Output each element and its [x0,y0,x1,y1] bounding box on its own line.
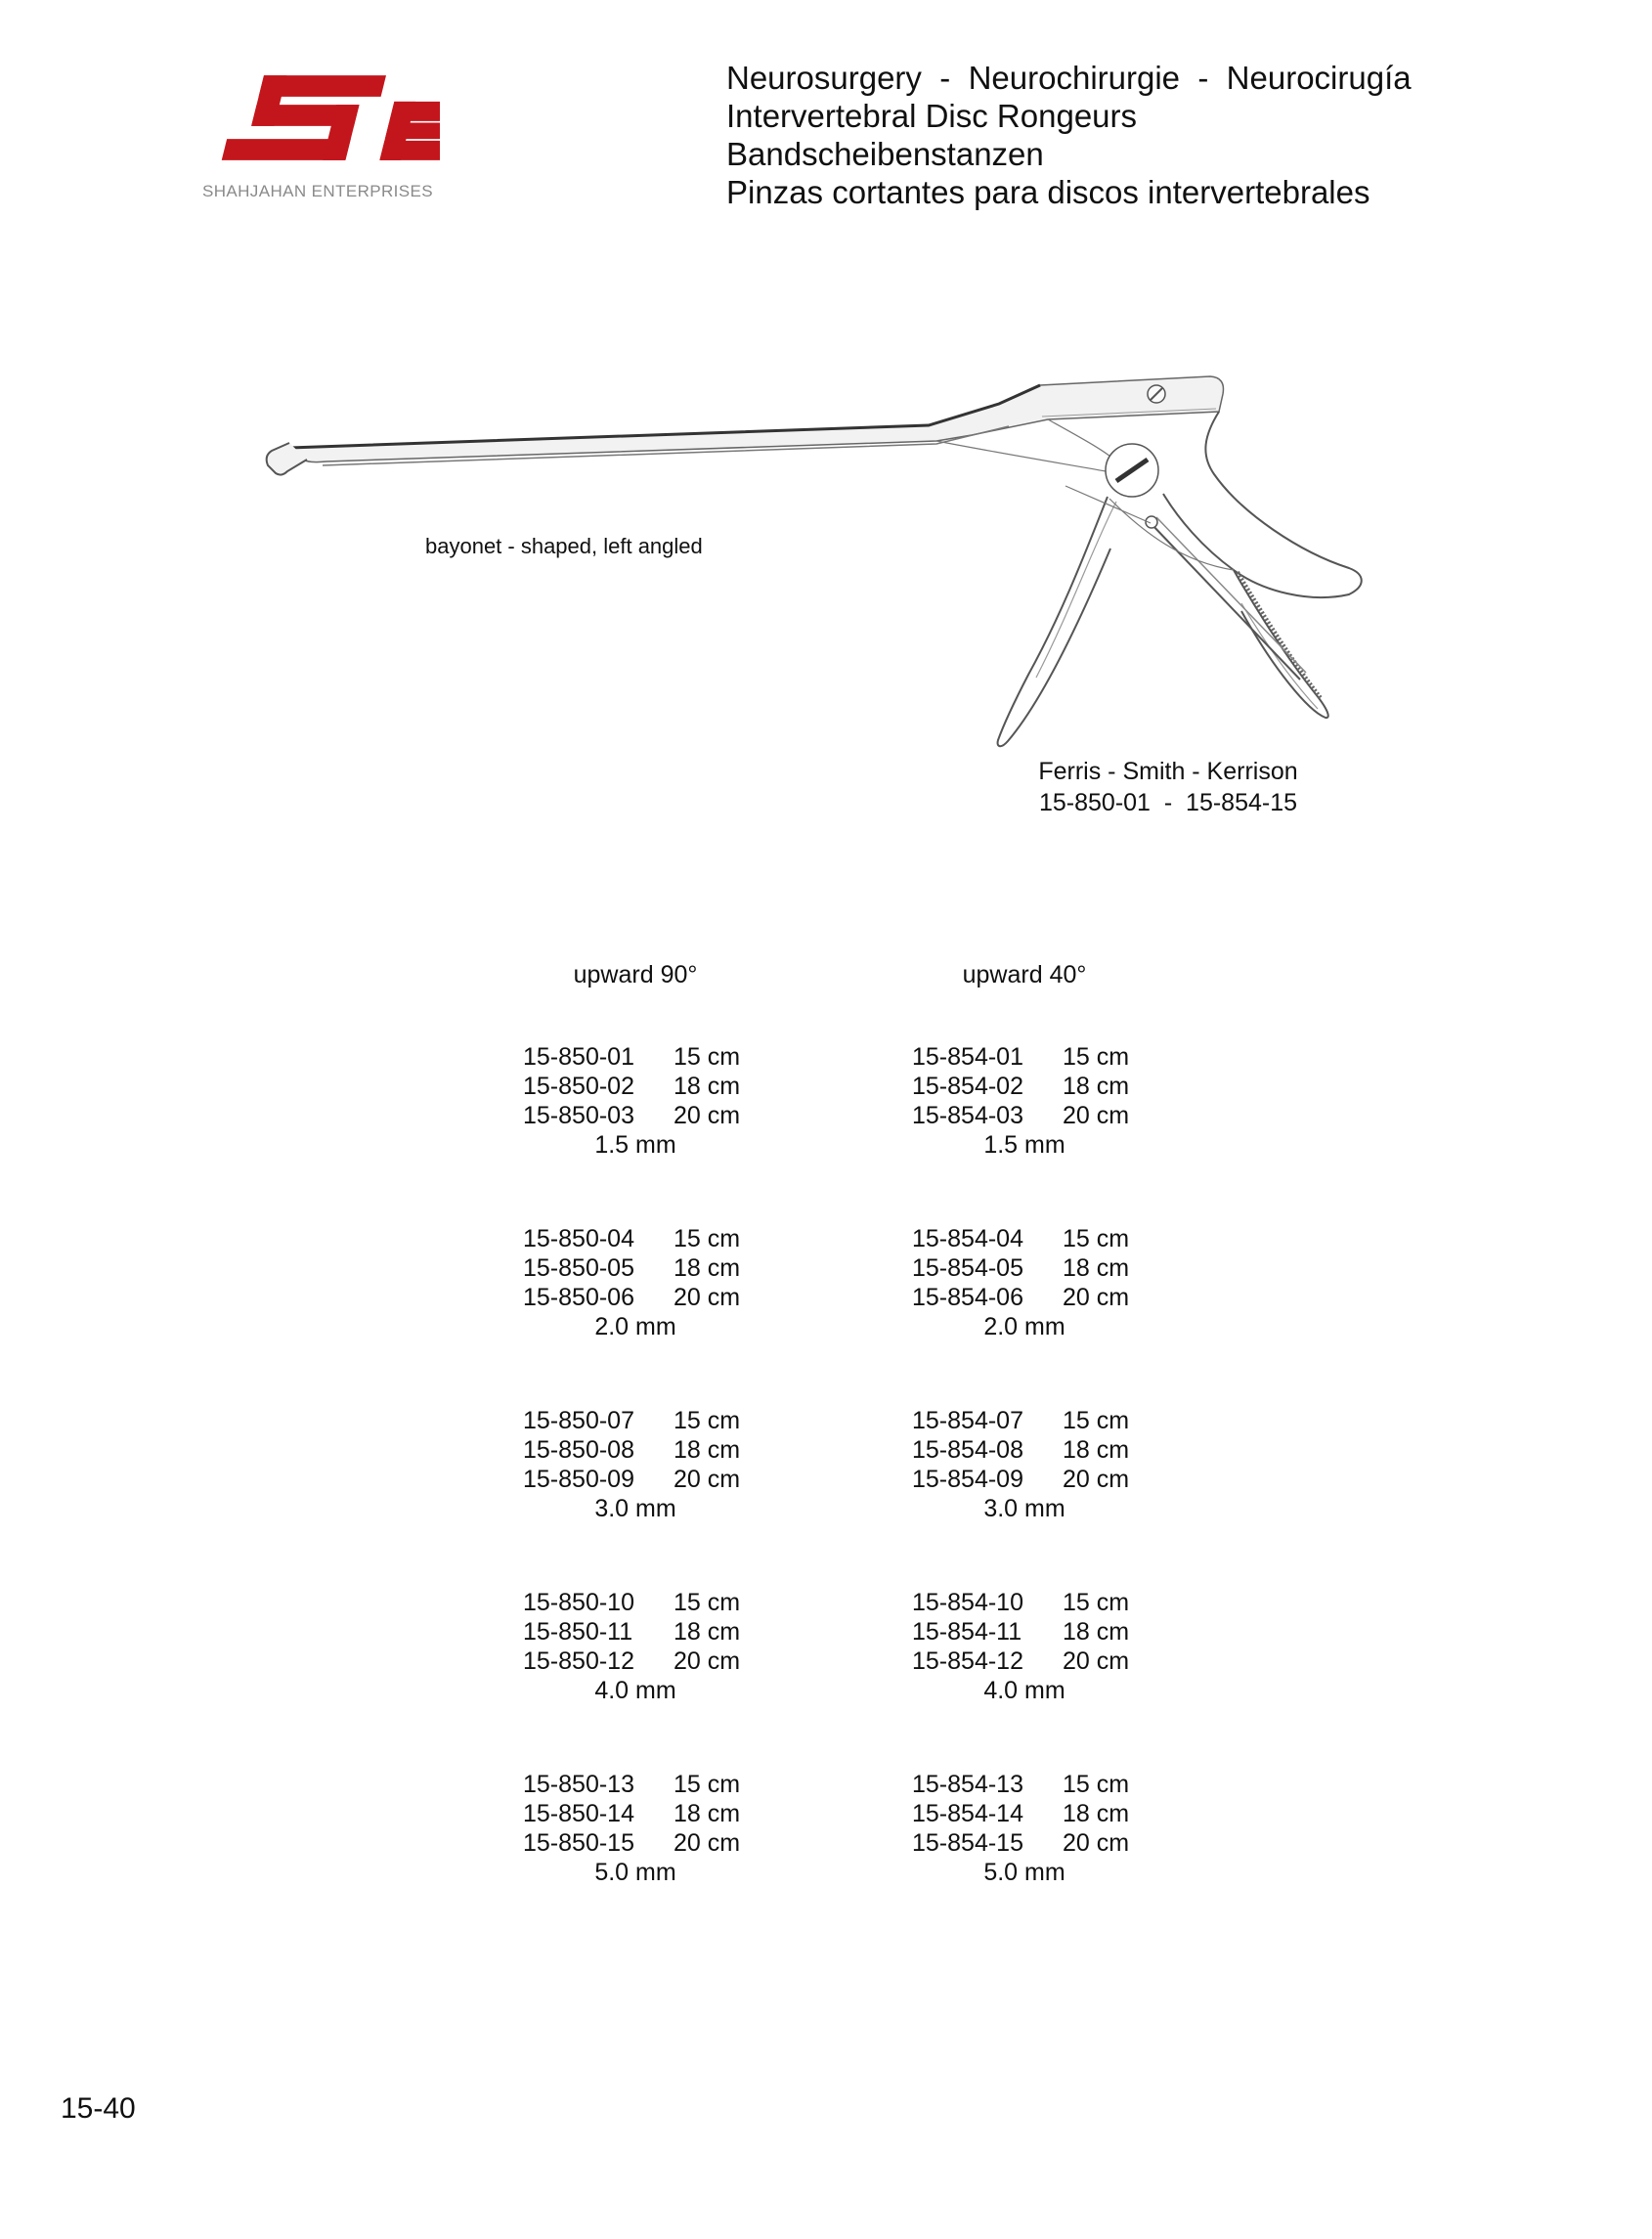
shaft-length: 18 cm [1063,1618,1130,1646]
product-row [523,1770,748,1799]
shaft-length: 15 cm [674,1043,741,1071]
shaft-length: 18 cm [674,1618,741,1646]
catalog-number: 15-854-12 [912,1647,1023,1675]
product-group [440,1224,831,1341]
bite-size: 2.0 mm [983,1313,1065,1340]
product-row [523,1406,748,1435]
product-group [829,1224,1220,1341]
product-row [523,1646,748,1676]
product-row [523,1617,748,1646]
shaft-length: 18 cm [1063,1254,1130,1282]
catalog-number: 15-850-13 [523,1771,634,1798]
shaft-length: 15 cm [674,1771,741,1798]
product-row [912,1465,1137,1494]
catalog-column-upward-90 [440,960,831,1952]
product-group [829,1588,1220,1705]
product-group [440,1770,831,1887]
bite-size: 3.0 mm [983,1495,1065,1522]
bite-size: 4.0 mm [983,1677,1065,1704]
shaft-length: 18 cm [674,1800,741,1827]
shaft-length: 20 cm [674,1647,741,1675]
product-row [912,1617,1137,1646]
shaft-length: 20 cm [1063,1284,1130,1311]
product-row [523,1799,748,1828]
shaft-length: 18 cm [674,1073,741,1100]
catalog-number: 15-850-05 [523,1254,634,1282]
figure-caption [973,756,1364,818]
product-row [912,1770,1137,1799]
product-row [523,1465,748,1494]
bite-size: 1.5 mm [983,1131,1065,1159]
catalog-number: 15-850-14 [523,1800,634,1827]
catalog-number: 15-854-05 [912,1254,1023,1282]
shaft-length: 15 cm [674,1407,741,1434]
catalog-number: 15-850-03 [523,1102,634,1129]
product-row [523,1072,748,1101]
catalog-number: 15-850-01 [523,1043,634,1071]
catalog-number: 15-850-12 [523,1647,634,1675]
product-group [829,1042,1220,1160]
shaft-length: 15 cm [1063,1407,1130,1434]
product-group [440,1588,831,1705]
shaft-length: 18 cm [1063,1436,1130,1464]
product-row [523,1828,748,1858]
shaft-length: 18 cm [674,1436,741,1464]
column-groups [440,1042,831,1887]
catalog-number: 15-854-06 [912,1284,1023,1311]
shaft-length: 20 cm [674,1466,741,1493]
catalog-number: 15-850-02 [523,1073,634,1100]
catalog-number: 15-854-04 [912,1225,1023,1252]
product-row [912,1646,1137,1676]
column-heading: upward 40° [962,961,1087,988]
shaft-length: 20 cm [1063,1647,1130,1675]
company-name: SHAHJAHAN ENTERPRISES [201,182,434,200]
page-header [726,59,1412,211]
shaft-length: 18 cm [674,1254,741,1282]
catalog-number: 15-854-02 [912,1073,1023,1100]
catalog-number: 15-854-09 [912,1466,1023,1493]
product-group [829,1406,1220,1523]
bite-size: 5.0 mm [594,1859,676,1886]
catalog-number: 15-854-11 [912,1618,1022,1646]
column-groups [829,1042,1220,1887]
catalog-number: 15-850-08 [523,1436,634,1464]
product-row [912,1799,1137,1828]
shaft-length: 20 cm [1063,1102,1130,1129]
shaft-length: 20 cm [674,1829,741,1857]
catalog-number: 15-850-04 [523,1225,634,1252]
product-row [523,1283,748,1312]
catalog-number: 15-854-13 [912,1771,1023,1798]
product-row [523,1224,748,1253]
product-row [912,1435,1137,1465]
header-line-category: Intervertebral Disc Rongeurs [726,98,1138,134]
shaft-length: 15 cm [1063,1043,1130,1071]
product-row [912,1253,1137,1283]
catalog-number: 15-850-07 [523,1407,634,1434]
product-group [440,1042,831,1160]
bite-size: 5.0 mm [983,1859,1065,1886]
product-row [912,1283,1137,1312]
catalog-number: 15-850-10 [523,1589,634,1616]
header-line-english: Neurosurgery - Neurochirurgie - Neurocirugía [726,60,1412,96]
pattern-name: Ferris - Smith - Kerrison [1038,758,1298,785]
shaft-length: 15 cm [1063,1589,1130,1616]
product-row [523,1435,748,1465]
product-row [523,1588,748,1617]
catalog-number: 15-854-15 [912,1829,1023,1857]
bite-size: 1.5 mm [594,1131,676,1159]
product-group [440,1406,831,1523]
catalog-number: 15-850-15 [523,1829,634,1857]
bite-size: 3.0 mm [594,1495,676,1522]
product-row [523,1253,748,1283]
catalog-number: 15-854-01 [912,1043,1023,1071]
shaft-length: 20 cm [1063,1466,1130,1493]
shaft-length: 20 cm [674,1102,741,1129]
catalog-number: 15-854-03 [912,1102,1023,1129]
catalog-number: 15-854-14 [912,1800,1023,1827]
bite-size: 4.0 mm [594,1677,676,1704]
catalog-number: 15-850-06 [523,1284,634,1311]
shaft-length: 15 cm [1063,1771,1130,1798]
product-row [912,1828,1137,1858]
shaft-style-caption: bayonet - shaped, left angled [425,534,703,558]
catalog-number: 15-854-10 [912,1589,1023,1616]
product-row [912,1588,1137,1617]
article-range: 15-850-01 - 15-854-15 [1038,789,1298,816]
bite-size: 2.0 mm [594,1313,676,1340]
catalog-number: 15-854-07 [912,1407,1023,1434]
kerrison-rongeur-illustration [225,279,1447,787]
product-row [912,1406,1137,1435]
catalog-number: 15-850-09 [523,1466,634,1493]
page-number: 15-40 [61,2092,136,2125]
product-row [912,1072,1137,1101]
shaft-length: 15 cm [674,1589,741,1616]
product-row [912,1101,1137,1130]
company-logo-icon [196,61,440,180]
product-group [829,1770,1220,1887]
product-row [523,1101,748,1130]
shaft-length: 18 cm [1063,1073,1130,1100]
product-row [912,1224,1137,1253]
shaft-length: 20 cm [674,1284,741,1311]
shaft-length: 20 cm [1063,1829,1130,1857]
header-line-spanish: Pinzas cortantes para discos intervertebrales [726,174,1370,210]
product-row [523,1042,748,1072]
shaft-length: 18 cm [1063,1800,1130,1827]
catalog-number: 15-850-11 [523,1618,633,1646]
product-row [912,1042,1137,1072]
catalog-column-upward-40 [829,960,1220,1952]
shaft-length: 15 cm [674,1225,741,1252]
header-line-german: Bandscheibenstanzen [726,136,1044,172]
shaft-length: 15 cm [1063,1225,1130,1252]
catalog-number: 15-854-08 [912,1436,1023,1464]
column-heading: upward 90° [573,961,698,988]
